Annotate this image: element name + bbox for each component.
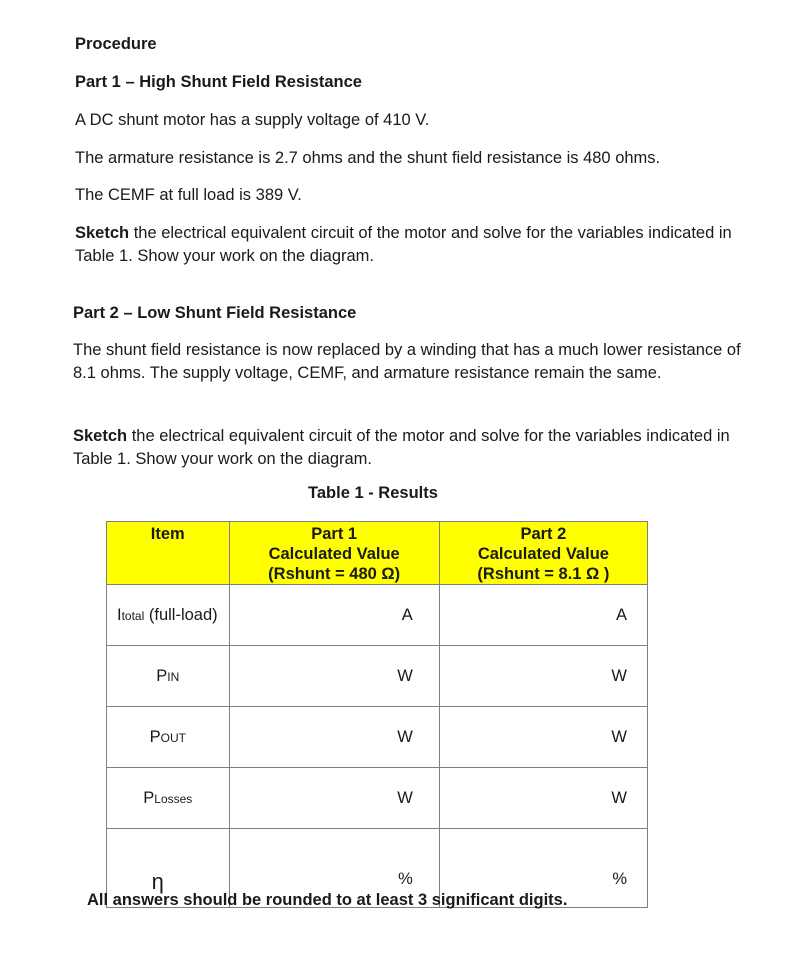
row-label-pout: POUT — [107, 707, 230, 768]
itotal-part2-answer[interactable]: A — [439, 585, 647, 646]
header-item: Item — [107, 522, 230, 585]
table-row — [107, 646, 648, 707]
pin-part2-answer[interactable]: W — [439, 646, 647, 707]
part1-sketch-instruction — [75, 222, 775, 268]
part1-sketch-word: Sketch — [75, 224, 130, 242]
part1-cemf-text: The CEMF at full load is 389 V. — [75, 186, 302, 204]
row-label-itotal: Itotal (full-load) — [107, 585, 230, 646]
table-row — [107, 707, 648, 768]
row-label-plosses: PLosses — [107, 768, 230, 829]
results-table — [106, 521, 648, 908]
part2-sketch-instruction — [73, 425, 773, 471]
table-row — [107, 768, 648, 829]
efficiency-part1-answer[interactable]: % — [229, 829, 439, 908]
table-row — [107, 585, 648, 646]
part2-sketch-word: Sketch — [73, 427, 128, 445]
part1-title: Part 1 – High Shunt Field Resistance — [75, 73, 362, 91]
table-header-row — [107, 522, 648, 585]
header-part1: Part 1 Calculated Value (Rshunt = 480 Ω) — [229, 522, 439, 585]
efficiency-part2-answer[interactable]: % — [439, 829, 647, 908]
pout-part1-answer[interactable]: W — [229, 707, 439, 768]
part1-sketch-rest: the electrical equivalent circuit of the motor and solve for the variables indicated in Table 1. Show your work on the diagram. — [75, 224, 732, 265]
part2-title: Part 2 – Low Shunt Field Resistance — [73, 304, 357, 322]
procedure-heading: Procedure — [75, 35, 157, 53]
pout-part2-answer[interactable]: W — [439, 707, 647, 768]
part1-supply-voltage-text: A DC shunt motor has a supply voltage of 410 V. — [75, 111, 430, 129]
eta-symbol: η — [151, 869, 164, 894]
part1-resistance-text: The armature resistance is 2.7 ohms and the shunt field resistance is 480 ohms. — [75, 149, 661, 167]
itotal-part1-answer[interactable]: A — [229, 585, 439, 646]
pin-part1-answer[interactable]: W — [229, 646, 439, 707]
row-label-pin: PIN — [107, 646, 230, 707]
table-title: Table 1 - Results — [308, 484, 438, 502]
part2-description: The shunt field resistance is now replaced by a winding that has a much lower resistance of 8.1 ohms. The supply voltage, CEMF, and armature resistance remain the same. — [73, 341, 741, 382]
header-part2: Part 2 Calculated Value (Rshunt = 8.1 Ω ) — [439, 522, 647, 585]
plosses-part1-answer[interactable]: W — [229, 768, 439, 829]
plosses-part2-answer[interactable]: W — [439, 768, 647, 829]
rounding-footnote: All answers should be rounded to at least 3 significant digits. — [87, 891, 568, 909]
part2-sketch-rest: the electrical equivalent circuit of the motor and solve for the variables indicated in Table 1. Show your work on the diagram. — [73, 427, 730, 468]
